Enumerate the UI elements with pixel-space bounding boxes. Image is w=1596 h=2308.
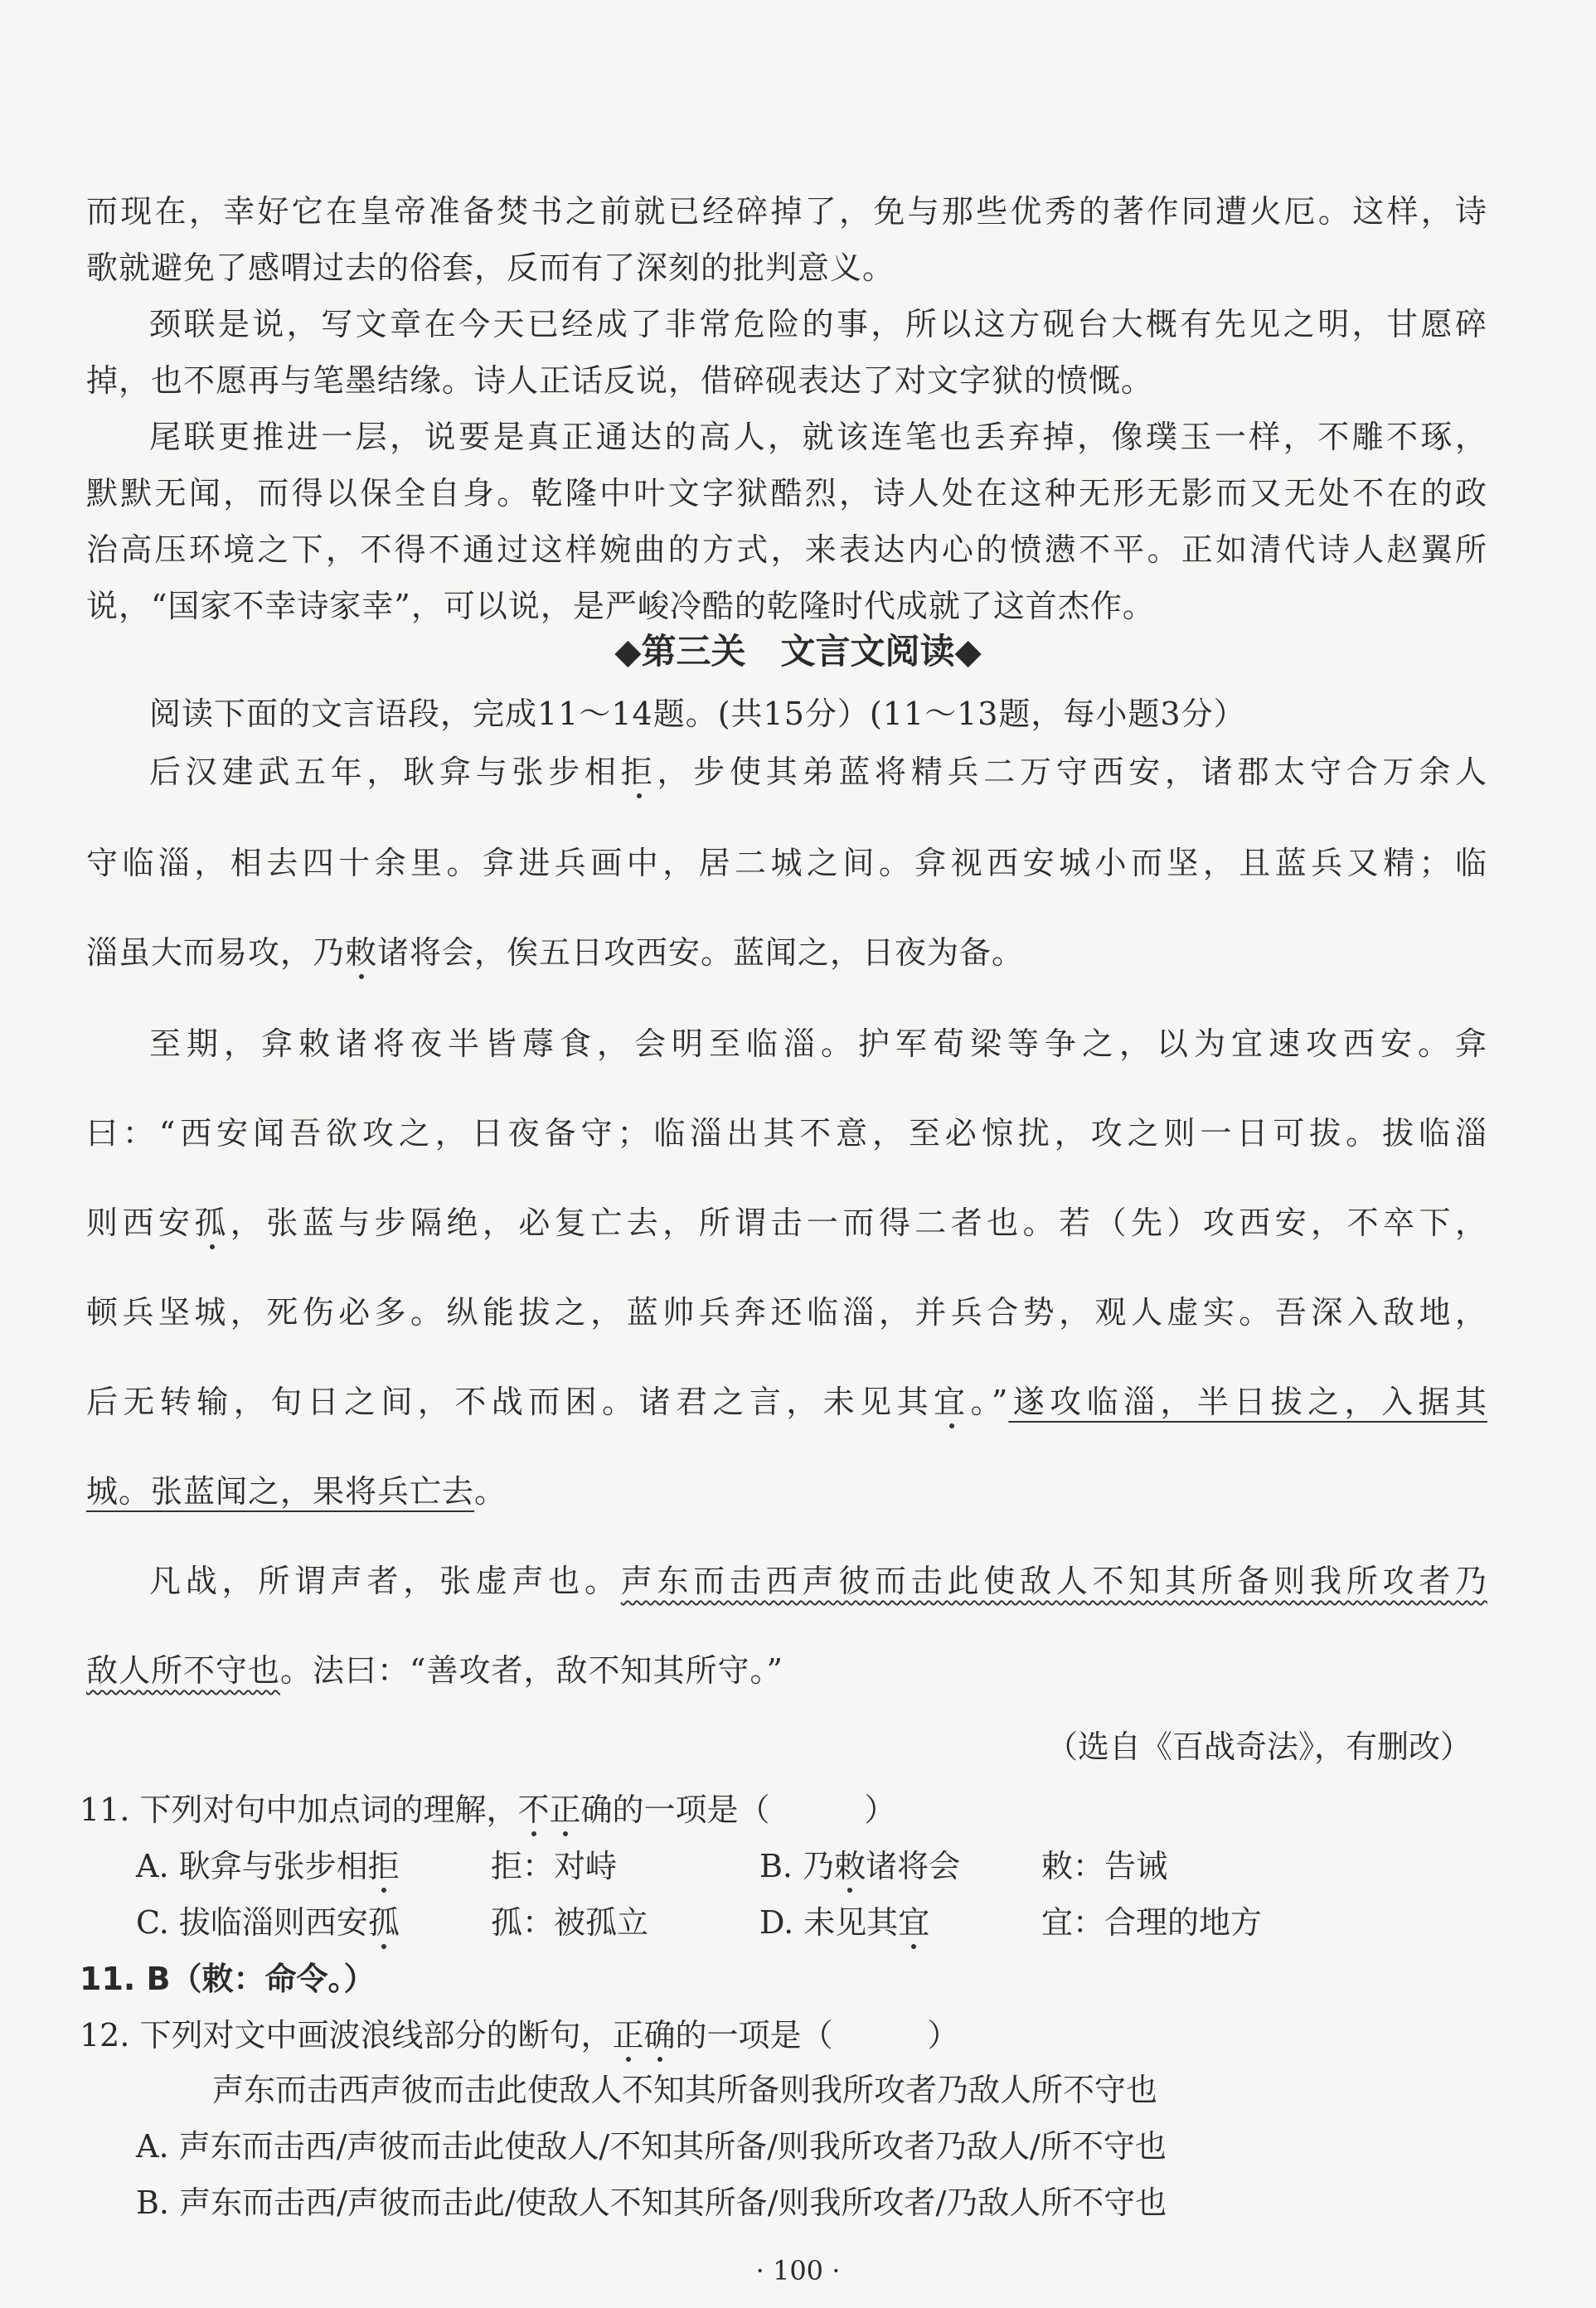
question-11-stem: 11. 下列对句中加点词的理解，不正确的一项是（ ） [80, 1792, 896, 1828]
option-d[interactable]: D. 未见其宜 [759, 1904, 930, 1941]
underlined-sentence: 城。张蓝闻之，果将兵亡去 [86, 1473, 475, 1510]
option-a[interactable]: A. 耿弇与张步相拒 [136, 1848, 400, 1884]
option-c[interactable]: C. 拔临淄则西安孤 [136, 1904, 400, 1941]
commentary-line: 尾联更推进一层，说要是真正通达的高人，就该连笔也丢弃掉，像璞玉一样，不雕不琢， [149, 419, 1487, 455]
commentary-line: 说，“国家不幸诗家幸”，可以说，是严峻冷酷的乾隆时代成就了这首杰作。 [86, 588, 1155, 624]
page-number: · 100 · [755, 2255, 841, 2286]
passage-line: 淄虽大而易攻，乃敕诸将会，俟五日攻西安。蓝闻之，日夜为备。 [86, 934, 1025, 971]
passage-line: 敌人所不守也。法曰：“善攻者，敌不知其所守。” [86, 1652, 783, 1689]
option-b-gloss: 敕：告诫 [1041, 1848, 1168, 1884]
passage-line: 后汉建武五年，耿弇与张步相拒，步使其弟蓝将精兵二万守西安，诸郡太守合万余人 [149, 754, 1487, 790]
question-12-stem: 12. 下列对文中画波浪线部分的断句，正确的一项是（ ） [80, 2017, 959, 2053]
passage-line: 则西安孤，张蓝与步隔绝，必复亡去，所谓击一而得二者也。若（先）攻西安，不卒下， [86, 1205, 1487, 1241]
section-title: ◆第三关 文言文阅读◆ [614, 631, 982, 672]
commentary-line: 颈联是说，写文章在今天已经成了非常危险的事，所以这方砚台大概有先见之明，甘愿碎 [149, 306, 1487, 342]
wavy-underlined-sentence: 敌人所不守也 [86, 1652, 281, 1689]
option-a[interactable]: A. 声东而击西/声彼而击此使敌人/不知其所备/则我所攻者乃敌人/所不守也 [136, 2128, 1167, 2165]
passage-line: 顿兵坚城，死伤必多。纵能拔之，蓝帅兵奔还临淄，并兵合势，观人虚实。吾深入敌地， [86, 1294, 1487, 1331]
option-d-gloss: 宜：合理的地方 [1041, 1904, 1263, 1941]
question-12-sentence: 声东而击西声彼而击此使敌人不知其所备则我所攻者乃敌人所不守也 [212, 2072, 1158, 2108]
option-a-gloss: 拒：对峙 [491, 1848, 618, 1884]
commentary-line: 歌就避免了感喟过去的俗套，反而有了深刻的批判意义。 [86, 250, 895, 286]
section-instruction: 阅读下面的文言语段，完成11～14题。(共15分）(11～13题，每小题3分） [149, 696, 1246, 732]
dotted-char: 拒 [620, 754, 657, 790]
commentary-line: 而现在，幸好它在皇帝准备焚书之前就已经碎掉了，免与那些优秀的著作同遭火厄。这样，诗 [86, 193, 1487, 230]
passage-line: 曰：“西安闻吾欲攻之，日夜备守；临淄出其不意，至必惊扰，攻之则一日可拔。拔临淄 [86, 1115, 1487, 1152]
commentary-line: 掉，也不愿再与笔墨结缘。诗人正话反说，借碎砚表达了对文字狱的愤慨。 [86, 362, 1154, 399]
passage-line: 至期，弇敕诸将夜半皆蓐食，会明至临淄。护军荀梁等争之，以为宜速攻西安。弇 [149, 1026, 1487, 1062]
underlined-sentence: 遂攻临淄，半日拔之，入据其 [1008, 1384, 1487, 1420]
option-b[interactable]: B. 声东而击西/声彼而击此/使敌人不知其所备/则我所攻者/乃敌人所不守也 [136, 2184, 1167, 2221]
passage-line: 城。张蓝闻之，果将兵亡去。 [86, 1473, 507, 1510]
dotted-char: 宜 [934, 1384, 971, 1420]
passage-line: 后无转输，旬日之间，不战而困。诸君之言，未见其宜。”遂攻临淄，半日拔之，入据其 [86, 1384, 1487, 1420]
option-c-gloss: 孤：被孤立 [491, 1904, 649, 1941]
passage-line: 凡战，所谓声者，张虚声也。声东而击西声彼而击此使敌人不知其所备则我所攻者乃 [149, 1563, 1487, 1599]
commentary-line: 治高压环境之下，不得不通过这样婉曲的方式，来表达内心的愤懑不平。正如清代诗人赵翼所 [86, 531, 1487, 568]
source-citation: （选自《百战奇法》，有删改） [1045, 1729, 1472, 1765]
dotted-char: 敕 [345, 934, 378, 971]
wavy-underlined-sentence: 声东而击西声彼而击此使敌人不知其所备则我所攻者乃 [620, 1563, 1487, 1599]
commentary-line: 默默无闻，而得以保全自身。乾隆中叶文字狱酷烈，诗人处在这种无形无影而又无处不在的政 [86, 475, 1487, 512]
dotted-char: 孤 [194, 1205, 230, 1241]
passage-line: 守临淄，相去四十余里。弇进兵画中，居二城之间。弇视西安城小而坚，且蓝兵又精；临 [86, 845, 1487, 881]
option-b[interactable]: B. 乃敕诸将会 [759, 1848, 961, 1884]
answer-11: 11. B（敕：命令。） [80, 1961, 376, 1997]
